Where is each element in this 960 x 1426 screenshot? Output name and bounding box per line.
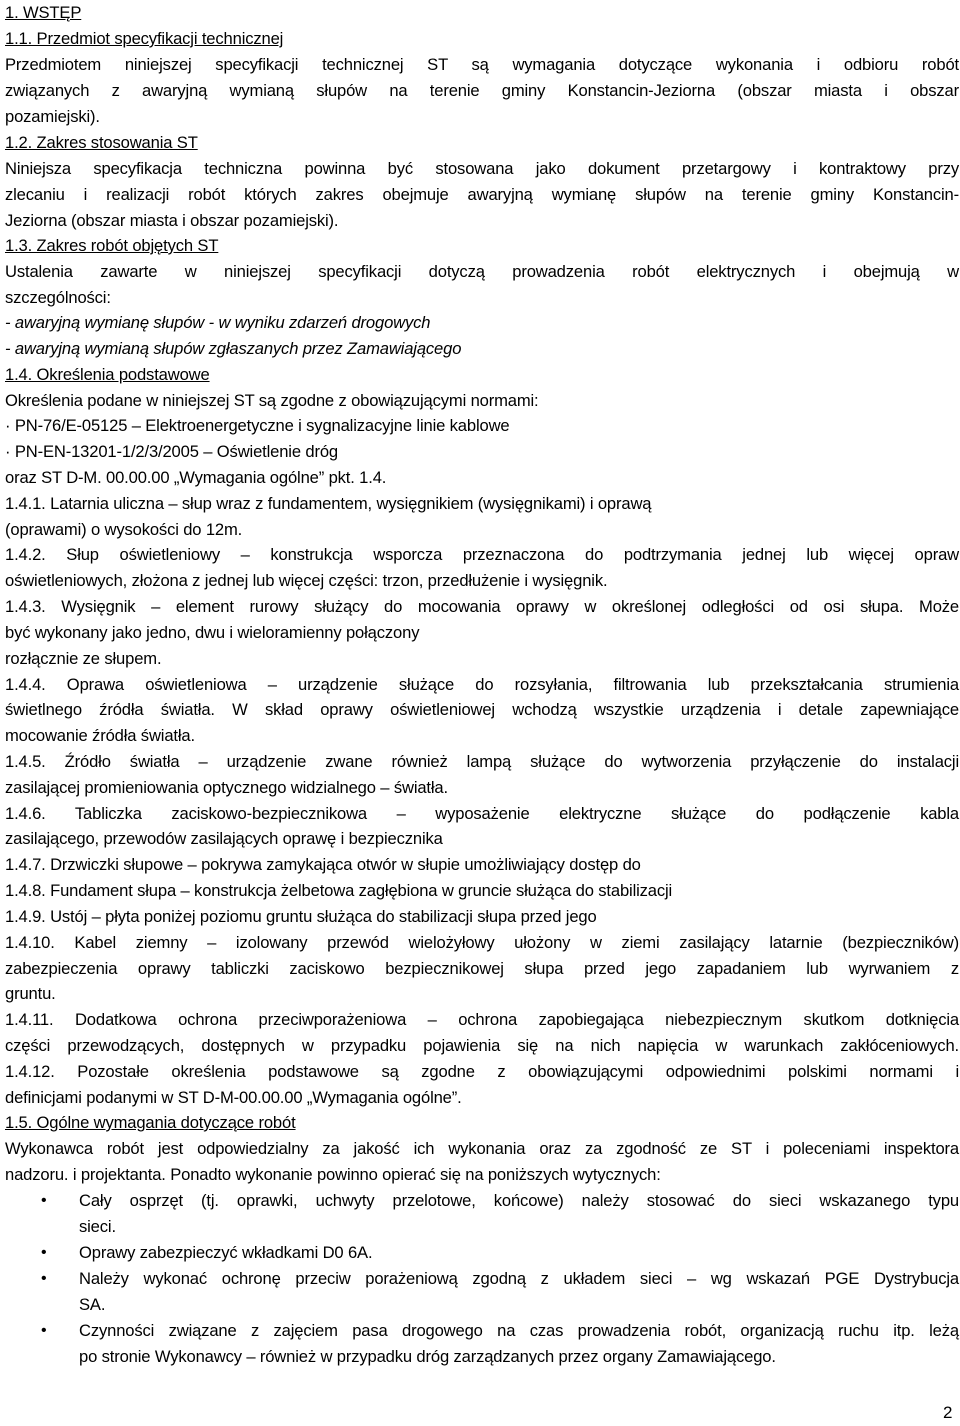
bullet-icon: • [41,1192,47,1209]
text-line: 1.4.9. Ustój – płyta poniżej poziomu gruntu służąca do stabilizacji słupa przed jego [5,907,597,926]
text-line: związanych z awaryjną wymianą słupów na terenie gminy Konstancin-Jeziorna (obszar miasta i obszar [5,81,959,100]
bullet-item-line: Oprawy zabezpieczyć wkładkami D0 6A. [79,1243,373,1262]
text-line: gruntu. [5,984,56,1003]
text-line: 1.4.4. Oprawa oświetleniowa – urządzenie służące do rozsyłania, filtrowania lub przekształcania strumienia [5,675,959,694]
text-line: rozłącznie ze słupem. [5,649,162,668]
text-line: Niniejsza specyfikacja techniczna powinna być stosowana jako dokument przetargowy i kontraktowy przy [5,159,959,178]
bullet-item-line: Cały osprzęt (tj. oprawki, uchwyty przelotowe, końcowe) należy stosować do sieci wskazanego typu [79,1191,959,1210]
text-line: szczególności: [5,288,111,307]
text-line: Wykonawca robót jest odpowiedzialny za jakość ich wykonania oraz za zgodność ze ST i poleceniami inspektora [5,1139,959,1158]
text-line: zabezpieczenia oprawy tabliczki zaciskowo bezpiecznikowej słupa przed jego zapadaniem lub wyrwaniem z [5,959,959,978]
text-line: oraz ST D-M. 00.00.00 „Wymagania ogólne” pkt. 1.4. [5,468,387,487]
text-line: Określenia podane w niniejszej ST są zgodne z obowiązującymi normami: [5,391,539,410]
text-line: mocowanie źródła światła. [5,726,195,745]
bullet-icon: • [41,1322,47,1339]
text-line: · PN-EN-13201-1/2/3/2005 – Oświetlenie dróg [5,442,338,461]
bullet-icon: • [41,1244,47,1261]
text-line: być wykonany jako jedno, dwu i wieloramienny połączony [5,623,420,642]
bullet-item-line: Czynności związane z zajęciem pasa drogowego na czas prowadzenia robót, organizacją ruchu itp. leżą [79,1321,959,1340]
text-line: części przewodzących, dostępnych w przypadku pojawienia się na nich napięcia w warunkach zakłóceniowych. [5,1036,959,1055]
text-line: 1.4.3. Wysięgnik – element rurowy służący do mocowania oprawy w określonej odległości od osi słupa. Może [5,597,959,616]
section-heading: 1.3. Zakres robót objętych ST [5,236,219,255]
text-line: 1.4.1. Latarnia uliczna – słup wraz z fundamentem, wysięgnikiem (wysięgnikami) i oprawą [5,494,652,513]
section-heading: 1. WSTĘP [5,3,82,22]
section-heading: 1.2. Zakres stosowania ST [5,133,198,152]
bullet-icon: • [41,1270,47,1287]
text-line: zasilającej promieniowania optycznego widzialnego – światła. [5,778,448,797]
page-number: 2 [943,1403,953,1422]
text-line: 1.4.2. Słup oświetleniowy – konstrukcja wsporcza przeznaczona do podtrzymania jednej lub więcej opraw [5,545,959,564]
text-line: 1.4.7. Drzwiczki słupowe – pokrywa zamykająca otwór w słupie umożliwiający dostęp do [5,855,641,874]
bullet-item-line: po stronie Wykonawcy – również w przypadku dróg zarządzanych przez organy Zamawiającego. [79,1347,776,1366]
text-line: nadzoru. i projektanta. Ponadto wykonanie powinno opierać się na poniższych wytycznych: [5,1165,661,1184]
text-line: 1.4.12. Pozostałe określenia podstawowe są zgodne z obowiązującymi odpowiednimi polskimi normami i [5,1062,959,1081]
text-line: świetlnego źródła światła. W skład oprawy oświetleniowej wchodzą wszystkie urządzenia i detale zapewniające [5,700,959,719]
section-heading: 1.4. Określenia podstawowe [5,365,210,384]
text-line: zlecaniu i realizacji robót których zakres obejmuje awaryjną wymianę słupów na terenie gminy Konstancin- [5,185,959,204]
bullet-item-line: sieci. [79,1217,116,1236]
text-line: Jeziorna (obszar miasta i obszar pozamiejski). [5,211,339,230]
bullet-item-line: SA. [79,1295,106,1314]
text-line: oświetleniowych, złożona z jednej lub więcej części: trzon, przedłużenie i wysięgnik. [5,571,608,590]
text-line: (oprawami) o wysokości do 12m. [5,520,243,539]
text-line: · PN-76/E-05125 – Elektroenergetyczne i sygnalizacyjne linie kablowe [5,416,510,435]
text-line: - awaryjną wymianę słupów - w wyniku zdarzeń drogowych [5,313,431,332]
text-line: Ustalenia zawarte w niniejszej specyfikacji dotyczą prowadzenia robót elektrycznych i obejmują w [5,262,959,281]
text-line: 1.4.10. Kabel ziemny – izolowany przewód wielożyłowy ułożony w ziemi zasilający latarnie (bezpieczników) [5,933,959,952]
text-line: pozamiejski). [5,107,100,126]
text-line: 1.4.8. Fundament słupa – konstrukcja żelbetowa zagłębiona w gruncie służąca do stabilizacji [5,881,673,900]
section-heading: 1.1. Przedmiot specyfikacji technicznej [5,29,284,48]
bullet-item-line: Należy wykonać ochronę przeciw porażeniową zgodną z układem sieci – wg wskazań PGE Dystrybucja [79,1269,959,1288]
text-line: 1.4.6. Tabliczka zaciskowo-bezpiecznikowa – wyposażenie elektryczne służące do podłączenie kabla [5,804,959,823]
text-line: 1.4.5. Źródło światła – urządzenie zwane również lampą służące do wytworzenia przyłączenie do instalacji [5,752,959,771]
text-line: definicjami podanymi w ST D-M-00.00.00 „Wymagania ogólne”. [5,1088,462,1107]
text-line: zasilającego, przewodów zasilających oprawę i bezpiecznika [5,829,443,848]
text-line: 1.4.11. Dodatkowa ochrona przeciwporażeniowa – ochrona zapobiegająca niebezpiecznym skutkom dotknięcia [5,1010,959,1029]
text-line: Przedmiotem niniejszej specyfikacji technicznej ST są wymagania dotyczące wykonania i odbioru robót [5,55,959,74]
section-heading: 1.5. Ogólne wymagania dotyczące robót [5,1113,296,1132]
text-line: - awaryjną wymianą słupów zgłaszanych przez Zamawiającego [5,339,462,358]
